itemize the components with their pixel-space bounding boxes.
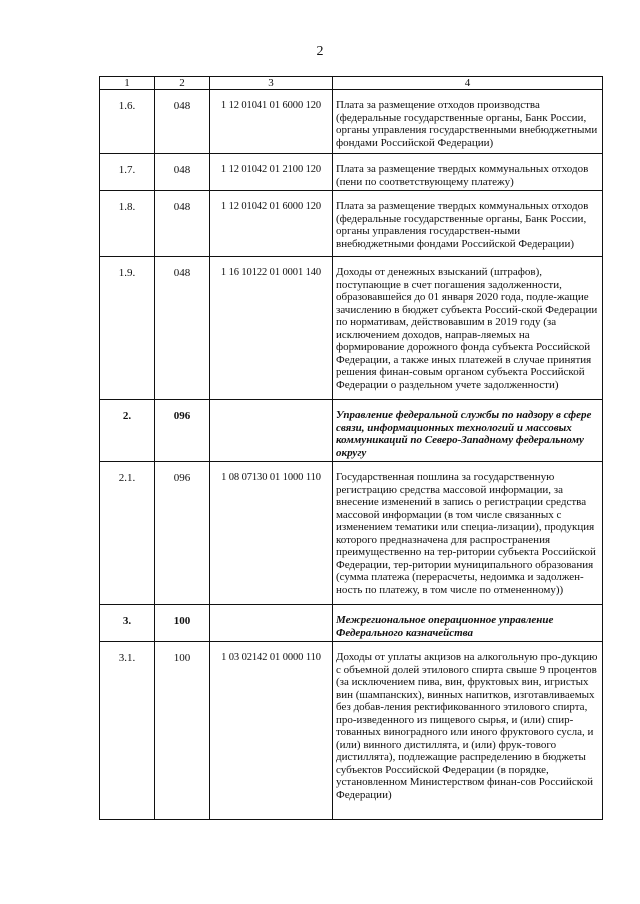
budget-code: 1 03 02142 01 0000 110 (210, 642, 333, 820)
revenue-description: Доходы от уплаты акцизов на алкогольную про-дукцию с объемной долей этилового спирта свыше 9 процентов (за исключением пива, вин, фруктовых вин, игристых вин (шампанских), винных напитков, изготавливаемых без добав-ления ректификованного этилового спирта, про-изведенного из пищевого сырья, и (или) спир-тованных виноградного или иного фруктового сусла, и (или) винного дистиллята, и (или) фрук-тового дистиллята), подлежащие распределению в бюджеты субъектов Российской Федерации (в порядке, установленном Министерством финан-сов Российской Федерации) (333, 642, 603, 820)
row-number: 2. (100, 400, 155, 462)
row-number: 1.9. (100, 257, 155, 400)
revenue-description: Плата за размещение отходов производства (федеральные государственные органы, Банк России, органы управления государственными внебюджетными фондами Российской Федерации) (333, 90, 603, 154)
revenue-description: Доходы от денежных взысканий (штрафов), поступающие в счет погашения задолженности, образовавшейся до 01 января 2020 года, подле-жащие зачислению в бюджет субъекта Россий-ской Федерации по нормативам, действовавшим в 2019 году (за исключением доходов, направ-ляемых на формирование дорожного фонда субъекта Российской Федерации, а также иных платежей в случае принятия решения финан-совым органом субъекта Российской Федерации о раздельном учете задолженности) (333, 257, 603, 400)
revenue-description: Государственная пошлина за государственную регистрацию средства массовой информации, за внесение изменений в запись о регистрации средства массовой информации (в том числе связанных с изменением тематики или специа-лизации), продукция которого предназначена для распространения преимущественно на тер-ритории субъекта Российской Федерации, тер-ритории муниципального образования (сумма платежа (перерасчеты, недоимка и задолжен-ность по платежу, в том числе по отмененному)) (333, 462, 603, 605)
admin-code: 048 (155, 257, 210, 400)
table-row (100, 257, 603, 400)
admin-code: 096 (155, 462, 210, 605)
table-row-section (100, 400, 603, 462)
table-row (100, 642, 603, 820)
revenue-description: Плата за размещение твердых коммунальных отходов (федеральные государственные органы, Банк России, органы управления государствен-ными внебюджетными фондами Российской Федерации) (333, 191, 603, 257)
row-number: 1.6. (100, 90, 155, 154)
section-title: Межрегиональное операционное управление Федерального казначейства (333, 605, 603, 642)
admin-code: 100 (155, 642, 210, 820)
admin-code: 048 (155, 154, 210, 191)
page-number: 2 (316, 44, 324, 59)
revenue-codes-table (99, 76, 603, 820)
admin-code: 100 (155, 605, 210, 642)
row-number: 3.1. (100, 642, 155, 820)
row-number: 2.1. (100, 462, 155, 605)
budget-code (210, 400, 333, 462)
row-number: 1.7. (100, 154, 155, 191)
table-row (100, 191, 603, 257)
section-title: Управление федеральной службы по надзору в сфере связи, информационных технологий и массовых коммуникаций по Северо-Западному федеральному округу (333, 400, 603, 462)
budget-code: 1 08 07130 01 1000 110 (210, 462, 333, 605)
header-cell: 4 (333, 77, 603, 90)
table-row-section (100, 605, 603, 642)
budget-code: 1 12 01042 01 6000 120 (210, 191, 333, 257)
admin-code: 048 (155, 191, 210, 257)
table-row (100, 462, 603, 605)
row-number: 3. (100, 605, 155, 642)
header-cell: 1 (100, 77, 155, 90)
header-cell: 3 (210, 77, 333, 90)
table-header-row (100, 77, 603, 90)
revenue-description: Плата за размещение твердых коммунальных отходов (пени по соответствующему платежу) (333, 154, 603, 191)
budget-code: 1 12 01041 01 6000 120 (210, 90, 333, 154)
budget-code: 1 16 10122 01 0001 140 (210, 257, 333, 400)
row-number: 1.8. (100, 191, 155, 257)
header-cell: 2 (155, 77, 210, 90)
table-row (100, 90, 603, 154)
budget-code (210, 605, 333, 642)
budget-code: 1 12 01042 01 2100 120 (210, 154, 333, 191)
table-row (100, 154, 603, 191)
admin-code: 048 (155, 90, 210, 154)
admin-code: 096 (155, 400, 210, 462)
